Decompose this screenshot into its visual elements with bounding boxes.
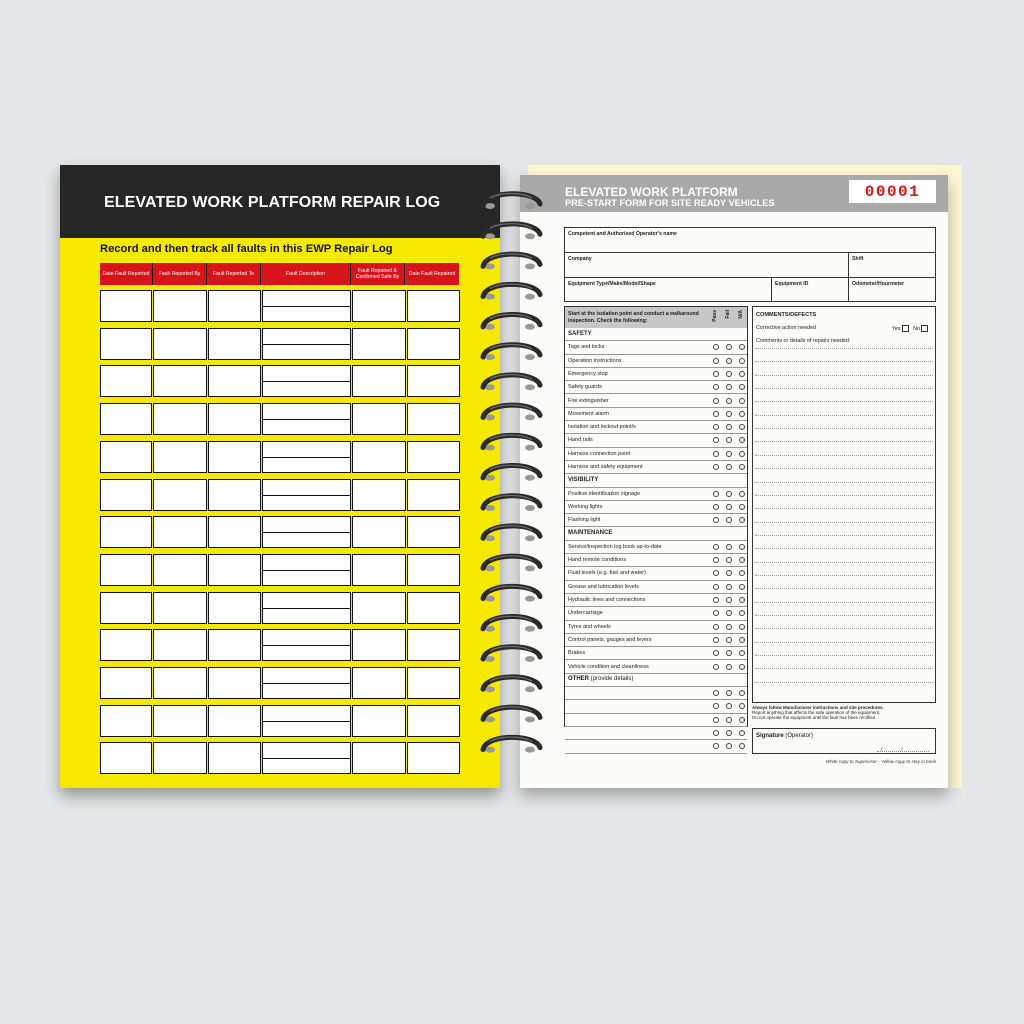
na-radio[interactable] — [739, 703, 745, 709]
corrective-action-label: Corrective action needed — [756, 325, 816, 331]
pass-radio[interactable] — [713, 650, 719, 656]
fail-radio[interactable] — [726, 557, 732, 563]
log-cell[interactable] — [100, 742, 152, 774]
serial-number: 00001 — [849, 180, 936, 203]
log-cell[interactable] — [352, 667, 405, 699]
log-cell[interactable] — [208, 667, 261, 699]
na-radio[interactable] — [739, 650, 745, 656]
log-cell[interactable] — [407, 629, 460, 661]
no-label: No — [913, 325, 920, 332]
log-cell[interactable] — [352, 365, 405, 397]
na-radio[interactable] — [739, 717, 745, 723]
fail-radio[interactable] — [726, 624, 732, 630]
pass-radio[interactable] — [713, 597, 719, 603]
log-row — [100, 742, 460, 774]
pass-radio[interactable] — [713, 584, 719, 590]
log-cell[interactable] — [100, 328, 152, 360]
fail-radio[interactable] — [726, 344, 732, 350]
log-cell[interactable] — [208, 629, 261, 661]
checklist-item — [565, 594, 747, 607]
fail-radio[interactable] — [726, 424, 732, 430]
operator-info-box — [564, 227, 936, 302]
log-cell[interactable] — [153, 479, 206, 511]
log-cell[interactable] — [153, 629, 206, 661]
log-cell[interactable] — [352, 516, 405, 548]
notice-line-2: Do not operate the equipment until the fault has been rectified. — [752, 715, 877, 721]
checklist-item — [565, 661, 747, 674]
log-cell[interactable] — [262, 290, 351, 322]
pass-radio[interactable] — [713, 358, 719, 364]
log-cell[interactable] — [153, 554, 206, 586]
check-item-label: Emergency stop — [568, 370, 608, 377]
log-row — [100, 592, 460, 624]
pass-radio[interactable] — [713, 398, 719, 404]
log-cell[interactable] — [153, 403, 206, 435]
log-row — [100, 328, 460, 360]
pass-radio[interactable] — [713, 491, 719, 497]
notice-bold: Always follow Manufacturer instructions and site procedures. — [752, 705, 884, 710]
log-row — [100, 290, 460, 322]
notice-line-1: Report anything that affects the safe operation of the equipment. — [752, 710, 881, 716]
col-fail-label: Fail — [725, 310, 731, 319]
check-item-label: Hand rails — [568, 437, 593, 444]
na-radio[interactable] — [739, 398, 745, 404]
check-item-label: Brakes — [568, 650, 586, 657]
checklist-item — [565, 541, 747, 554]
fail-radio[interactable] — [726, 730, 732, 736]
na-radio[interactable] — [739, 344, 745, 350]
comments-defects-box — [752, 306, 936, 703]
pass-radio[interactable] — [713, 570, 719, 576]
no-checkbox[interactable] — [921, 325, 928, 332]
log-cell[interactable] — [352, 479, 405, 511]
col-na-label: N/A — [738, 310, 744, 319]
checklist-item — [565, 581, 747, 594]
na-radio[interactable] — [739, 664, 745, 670]
na-radio[interactable] — [739, 384, 745, 390]
checklist-item — [565, 381, 747, 394]
prestart-subtitle: PRE-START FORM FOR SITE READY VEHICLES — [565, 198, 775, 208]
checklist-item — [565, 461, 747, 474]
pass-radio[interactable] — [713, 557, 719, 563]
log-cell[interactable] — [262, 554, 351, 586]
log-cell[interactable] — [262, 328, 351, 360]
na-radio[interactable] — [739, 504, 745, 510]
check-item-label: Positive identification signage — [568, 490, 641, 497]
checklist-item — [565, 554, 747, 567]
fail-radio[interactable] — [726, 437, 732, 443]
pass-radio[interactable] — [713, 464, 719, 470]
pass-radio[interactable] — [713, 504, 719, 510]
log-cell[interactable] — [352, 742, 405, 774]
log-cell[interactable] — [208, 705, 261, 737]
col-pass-label: Pass — [712, 310, 718, 322]
col-reported-by: Fault Reported By — [153, 263, 207, 285]
log-cell[interactable] — [153, 705, 206, 737]
other-blank-row — [565, 687, 747, 700]
pass-radio[interactable] — [713, 384, 719, 390]
log-cell[interactable] — [352, 403, 405, 435]
signature-label: Signature (Operator) — [756, 733, 814, 739]
checklist-item — [565, 448, 747, 461]
check-item-label: Isolation and lockout point/s — [568, 424, 636, 431]
checklist-item — [565, 368, 747, 381]
repairs-details-label: Comments or details of repairs needed: — [756, 338, 851, 344]
na-radio[interactable] — [739, 424, 745, 430]
pass-radio[interactable] — [713, 424, 719, 430]
col-repaired-by: Fault Repaired & Confirmed Safe By — [351, 263, 405, 285]
fail-radio[interactable] — [726, 544, 732, 550]
checklist-item — [565, 395, 747, 408]
log-cell[interactable] — [352, 554, 405, 586]
log-cell[interactable] — [262, 742, 351, 774]
log-row — [100, 705, 460, 737]
log-cell[interactable] — [100, 705, 152, 737]
log-cell[interactable] — [100, 629, 152, 661]
pass-radio[interactable] — [713, 344, 719, 350]
log-cell[interactable] — [208, 403, 261, 435]
shift-label: Shift — [852, 256, 864, 262]
company-label: Company — [568, 256, 592, 262]
log-cell[interactable] — [100, 592, 152, 624]
fail-radio[interactable] — [726, 650, 732, 656]
log-cell[interactable] — [208, 554, 261, 586]
log-row — [100, 554, 460, 586]
log-cell[interactable] — [407, 365, 460, 397]
na-radio[interactable] — [739, 437, 745, 443]
col-description: Fault Description — [261, 263, 351, 285]
pass-radio[interactable] — [713, 437, 719, 443]
log-row — [100, 667, 460, 699]
prestart-header — [520, 175, 948, 212]
fail-radio[interactable] — [726, 637, 732, 643]
check-item-label: Undercarriage — [568, 610, 603, 617]
corrective-yes-no — [892, 325, 931, 332]
log-cell[interactable] — [153, 441, 206, 473]
check-item-label: Grease and lubrication levels — [568, 583, 639, 590]
safety-notice — [752, 705, 936, 721]
na-radio[interactable] — [739, 358, 745, 364]
other-blank-row — [565, 714, 747, 727]
inspection-checklist — [564, 306, 748, 727]
pass-radio[interactable] — [713, 703, 719, 709]
log-cell[interactable] — [208, 742, 261, 774]
pass-radio[interactable] — [713, 717, 719, 723]
repair-log-subtitle: Record and then track all faults in this EWP Repair Log — [100, 243, 393, 255]
pass-radio[interactable] — [713, 610, 719, 616]
checklist-item — [565, 514, 747, 527]
log-cell[interactable] — [407, 554, 460, 586]
checklist-section — [565, 528, 747, 541]
na-radio[interactable] — [739, 544, 745, 550]
log-cell[interactable] — [153, 290, 206, 322]
na-radio[interactable] — [739, 584, 745, 590]
prestart-form-page — [520, 175, 948, 788]
col-date-reported: Date Fault Reported — [100, 263, 153, 285]
check-item-label: Tyres and wheels — [568, 623, 611, 630]
log-cell[interactable] — [153, 592, 206, 624]
checklist-item — [565, 647, 747, 660]
date-slashes: / / — [881, 747, 905, 753]
yes-label: Yes — [891, 325, 901, 332]
checklist-item — [565, 488, 747, 501]
fail-radio[interactable] — [726, 703, 732, 709]
log-row — [100, 516, 460, 548]
checklist-item — [565, 355, 747, 368]
na-radio[interactable] — [739, 464, 745, 470]
fail-radio[interactable] — [726, 451, 732, 457]
log-cell[interactable] — [100, 554, 152, 586]
checklist-section — [565, 328, 747, 341]
checklist-item — [565, 567, 747, 580]
na-radio[interactable] — [739, 730, 745, 736]
col-reported-to: Fault Reported To — [207, 263, 261, 285]
checklist-item — [565, 341, 747, 354]
repair-log-header — [60, 165, 500, 238]
log-cell[interactable] — [153, 328, 206, 360]
pass-radio[interactable] — [713, 544, 719, 550]
checklist-item — [565, 607, 747, 620]
checklist-item — [565, 421, 747, 434]
log-cell[interactable] — [153, 742, 206, 774]
checklist-item — [565, 408, 747, 421]
repair-log-title: ELEVATED WORK PLATFORM REPAIR LOG — [104, 193, 441, 211]
na-radio[interactable] — [739, 570, 745, 576]
checklist-header — [565, 307, 747, 328]
log-cell[interactable] — [208, 290, 261, 322]
equipment-type-label: Equipment Type/Make/Model/Shape — [568, 281, 656, 287]
equipment-id-label: Equipment ID — [775, 281, 809, 287]
log-cell[interactable] — [208, 592, 261, 624]
log-cell[interactable] — [352, 290, 405, 322]
log-cell[interactable] — [407, 290, 460, 322]
checklist-item — [565, 634, 747, 647]
log-cell[interactable] — [352, 328, 405, 360]
pass-radio[interactable] — [713, 411, 719, 417]
na-radio[interactable] — [739, 597, 745, 603]
log-cell[interactable] — [208, 516, 261, 548]
check-item-label: Movement alarm — [568, 410, 609, 417]
fail-radio[interactable] — [726, 743, 732, 749]
signature-box[interactable] — [752, 728, 936, 754]
check-item-label: Working lights — [568, 503, 603, 510]
na-radio[interactable] — [739, 371, 745, 377]
log-cell[interactable] — [407, 403, 460, 435]
na-radio[interactable] — [739, 411, 745, 417]
check-item-label: Hand remote conditions — [568, 557, 627, 564]
na-radio[interactable] — [739, 637, 745, 643]
log-cell[interactable] — [352, 441, 405, 473]
section-title: VISIBILITY — [568, 476, 599, 483]
fail-radio[interactable] — [726, 371, 732, 377]
fail-radio[interactable] — [726, 398, 732, 404]
log-cell[interactable] — [407, 667, 460, 699]
na-radio[interactable] — [739, 624, 745, 630]
fail-radio[interactable] — [726, 664, 732, 670]
fail-radio[interactable] — [726, 690, 732, 696]
na-radio[interactable] — [739, 690, 745, 696]
checklist-section — [565, 474, 747, 487]
na-radio[interactable] — [739, 610, 745, 616]
fail-radio[interactable] — [726, 411, 732, 417]
log-cell[interactable] — [407, 592, 460, 624]
pass-radio[interactable] — [713, 624, 719, 630]
fail-radio[interactable] — [726, 464, 732, 470]
na-radio[interactable] — [739, 743, 745, 749]
log-cell[interactable] — [208, 328, 261, 360]
log-cell[interactable] — [100, 516, 152, 548]
log-cell[interactable] — [407, 479, 460, 511]
section-title: MAINTENANCE — [568, 530, 613, 536]
log-cell[interactable] — [262, 592, 351, 624]
fail-radio[interactable] — [726, 610, 732, 616]
repair-log-page — [60, 165, 500, 788]
log-cell[interactable] — [100, 441, 152, 473]
fail-radio[interactable] — [726, 570, 732, 576]
other-blank-row — [565, 740, 747, 753]
checklist-section — [565, 674, 747, 687]
na-radio[interactable] — [739, 517, 745, 523]
pass-radio[interactable] — [713, 371, 719, 377]
log-cell[interactable] — [100, 403, 152, 435]
check-item-label: Harness and safety equipment — [568, 464, 643, 470]
comments-title: COMMENTS/DEFECTS — [756, 312, 817, 318]
log-cell[interactable] — [407, 441, 460, 473]
yes-checkbox[interactable] — [902, 325, 909, 332]
log-cell[interactable] — [100, 667, 152, 699]
check-item-label: Harness connection point — [568, 450, 631, 457]
pass-radio[interactable] — [713, 743, 719, 749]
log-row — [100, 479, 460, 511]
log-cell[interactable] — [352, 629, 405, 661]
fail-radio[interactable] — [726, 717, 732, 723]
check-item-label: Operation instructions — [568, 357, 622, 364]
log-cell[interactable] — [407, 705, 460, 737]
log-cell[interactable] — [407, 516, 460, 548]
pass-radio[interactable] — [713, 637, 719, 643]
check-item-label: Fluid levels (e.g. fuel and water) — [568, 570, 646, 577]
log-cell[interactable] — [262, 403, 351, 435]
checklist-item — [565, 501, 747, 514]
log-cell[interactable] — [262, 629, 351, 661]
log-cell[interactable] — [208, 479, 261, 511]
log-row — [100, 441, 460, 473]
check-item-label: Flashing light — [568, 517, 601, 524]
na-radio[interactable] — [739, 451, 745, 457]
fail-radio[interactable] — [726, 384, 732, 390]
na-radio[interactable] — [739, 557, 745, 563]
section-title: OTHER (provide details) — [568, 676, 634, 683]
repair-log-column-headers — [100, 263, 459, 285]
pass-radio[interactable] — [713, 690, 719, 696]
log-cell[interactable] — [352, 705, 405, 737]
check-item-label: Service/inspection log book up-to-date — [568, 543, 662, 550]
odometer-label: Odometer/Hourmeter — [852, 281, 905, 287]
log-cell[interactable] — [352, 592, 405, 624]
fail-radio[interactable] — [726, 504, 732, 510]
other-blank-row — [565, 700, 747, 713]
log-cell[interactable] — [262, 516, 351, 548]
na-radio[interactable] — [739, 491, 745, 497]
pass-radio[interactable] — [713, 451, 719, 457]
fail-radio[interactable] — [726, 584, 732, 590]
col-date-repaired: Date Fault Repaired — [405, 263, 459, 285]
log-cell[interactable] — [153, 365, 206, 397]
log-cell[interactable] — [407, 742, 460, 774]
log-row — [100, 365, 460, 397]
log-cell[interactable] — [407, 328, 460, 360]
check-item-label: Hydraulic lines and connections — [568, 597, 646, 603]
checklist-instruction: Start at the isolation point and conduct a walkaround inspection. Check the following: — [568, 311, 699, 324]
fail-radio[interactable] — [726, 597, 732, 603]
log-cell[interactable] — [262, 667, 351, 699]
section-title: SAFETY — [568, 330, 592, 337]
log-cell[interactable] — [262, 365, 351, 397]
other-blank-row — [565, 727, 747, 740]
check-item-label: Control panels, gauges and levers — [568, 636, 652, 643]
log-cell[interactable] — [262, 705, 351, 737]
prestart-title: ELEVATED WORK PLATFORM — [565, 185, 738, 199]
check-item-label: Safety guards — [568, 384, 602, 391]
check-item-label: Vehicle condition and cleanliness — [568, 663, 649, 670]
log-cell[interactable] — [262, 479, 351, 511]
pass-radio[interactable] — [713, 517, 719, 523]
log-cell[interactable] — [208, 365, 261, 397]
fail-radio[interactable] — [726, 358, 732, 364]
log-row — [100, 403, 460, 435]
log-cell[interactable] — [153, 667, 206, 699]
check-item-label: Fire extinguisher — [568, 397, 609, 404]
log-cell[interactable] — [153, 516, 206, 548]
checklist-item — [565, 621, 747, 634]
operator-name-label: Competent and Authorised Operator's name — [568, 231, 677, 237]
log-cell[interactable] — [100, 479, 152, 511]
fail-radio[interactable] — [726, 491, 732, 497]
fail-radio[interactable] — [726, 517, 732, 523]
copy-instructions: White copy to Supervisor - Yellow copy to stay in book — [825, 759, 936, 764]
log-cell[interactable] — [100, 290, 152, 322]
pass-radio[interactable] — [713, 730, 719, 736]
log-cell[interactable] — [100, 365, 152, 397]
checklist-item — [565, 434, 747, 447]
check-item-label: Tags and locks — [568, 344, 605, 351]
pass-radio[interactable] — [713, 664, 719, 670]
log-cell[interactable] — [208, 441, 261, 473]
log-cell[interactable] — [262, 441, 351, 473]
log-row — [100, 629, 460, 661]
